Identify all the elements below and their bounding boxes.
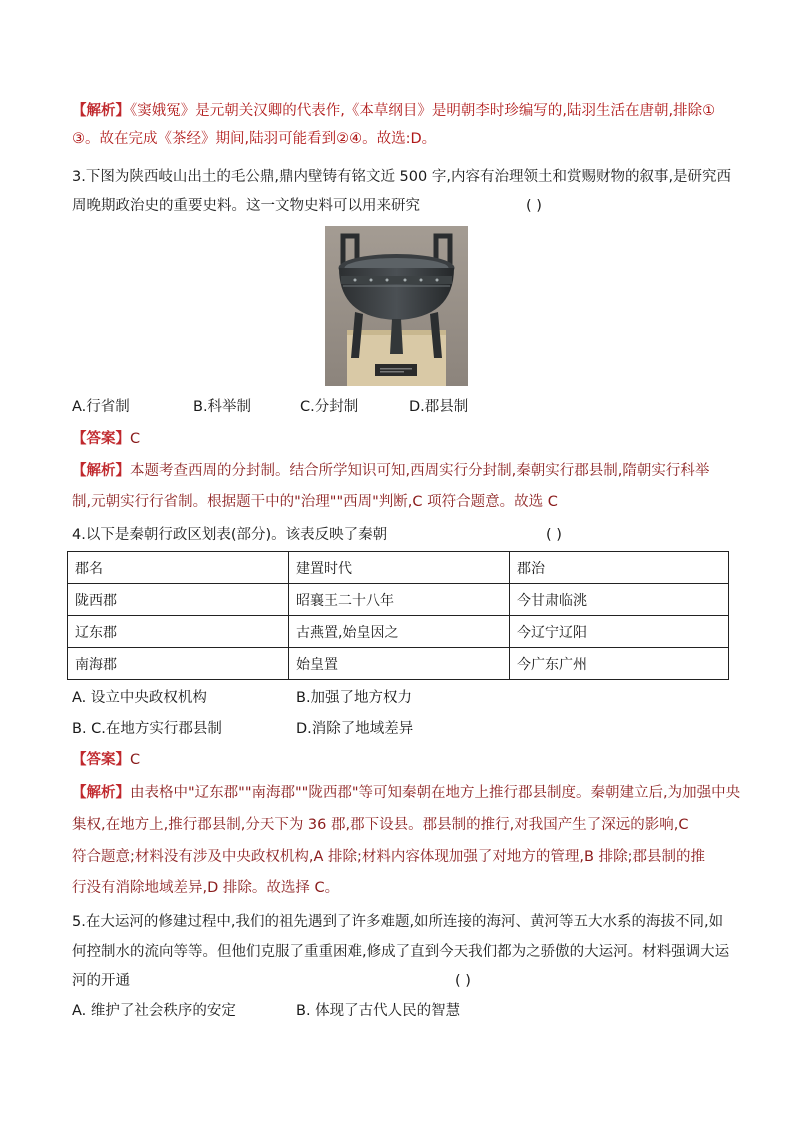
- table-cell: 古燕置,始皇因之: [289, 616, 510, 648]
- table-cell: 今甘肃临洮: [510, 584, 729, 616]
- answer-value: C: [130, 431, 141, 447]
- q3-option-d: D.郡县制: [409, 399, 469, 415]
- q3-option-c: C.分封制: [300, 399, 359, 415]
- q4-answer: [72, 750, 140, 770]
- table-cell: 今辽宁辽阳: [510, 616, 729, 648]
- q2-analysis-line1: [72, 101, 715, 121]
- table-row: [68, 616, 729, 648]
- q4-analysis-line4: 行没有消除地域差异,D 排除。故选择 C。: [72, 880, 340, 896]
- q3-stem-line1: 3.下图为陕西岐山出土的毛公鼎,鼎内壁铸有铭文近 500 字,内容有治理领土和赏赐财物的叙事,是研究西: [72, 169, 732, 185]
- q2-analysis-line2: ③。故在完成《茶经》期间,陆羽可能看到②④。故选:D。: [72, 131, 437, 147]
- table-header-cell: 郡名: [68, 552, 289, 584]
- table-cell: 陇西郡: [68, 584, 289, 616]
- q4-option-a: A. 设立中央政权机构: [72, 690, 207, 706]
- table-header-cell: 郡治: [510, 552, 729, 584]
- answer-value: C: [130, 752, 141, 768]
- q3-analysis-line1: [72, 461, 709, 481]
- q5-stem-line1: 5.在大运河的修建过程中,我们的祖先遇到了许多难题,如所连接的海河、黄河等五大水系的海拔不同,如: [72, 914, 724, 930]
- table-row: [68, 648, 729, 680]
- table-row: [68, 584, 729, 616]
- table-cell: 辽东郡: [68, 616, 289, 648]
- analysis-tag: 【解析】: [72, 785, 130, 801]
- q3-option-b: B.科举制: [193, 399, 252, 415]
- q3-stem-line2: 周晚期政治史的重要史料。这一文物史料可以用来研究: [72, 198, 420, 214]
- q4-option-c: B. C.在地方实行郡县制: [72, 721, 222, 737]
- table-cell: 今广东广州: [510, 648, 729, 680]
- q4-option-d: D.消除了地域差异: [296, 721, 414, 737]
- q5-stem-line3: 河的开通: [72, 973, 130, 989]
- q3-answer-paren: ( ): [526, 198, 542, 214]
- table-header-cell: 建置时代: [289, 552, 510, 584]
- q4-answer-paren: ( ): [546, 527, 562, 543]
- analysis-tag: 【解析】: [72, 463, 130, 479]
- answer-tag: 【答案】: [72, 431, 130, 447]
- q5-option-b: B. 体现了古代人民的智慧: [296, 1003, 461, 1019]
- q5-answer-paren: ( ): [455, 973, 471, 989]
- q4-analysis-line1: [72, 783, 740, 803]
- q3-analysis-line2: 制,元朝实行行省制。根据题干中的"治理""西周"判断,C 项符合题意。故选 C: [72, 494, 558, 510]
- analysis-text: 由表格中"辽东郡""南海郡""陇西郡"等可知秦朝在地方上推行郡县制度。秦朝建立后,为加强中央: [130, 785, 741, 801]
- analysis-tag: 【解析】: [72, 103, 130, 119]
- table-cell: 始皇置: [289, 648, 510, 680]
- table-cell: 昭襄王二十八年: [289, 584, 510, 616]
- mao-gong-ding-photo: [325, 226, 468, 386]
- q4-stem: 4.以下是秦朝行政区划表(部分)。该表反映了秦朝: [72, 527, 388, 543]
- q3-answer: [72, 429, 140, 449]
- table-cell: 南海郡: [68, 648, 289, 680]
- q5-option-a: A. 维护了社会秩序的安定: [72, 1003, 236, 1019]
- analysis-text: 本题考查西周的分封制。结合所学知识可知,西周实行分封制,秦朝实行郡县制,隋朝实行科举: [130, 463, 710, 479]
- qin-administrative-table: [67, 551, 729, 680]
- q4-analysis-line3: 符合题意;材料没有涉及中央政权机构,A 排除;材料内容体现加强了对地方的管理,B 排除;郡县制的推: [72, 849, 705, 865]
- table-header-row: [68, 552, 729, 584]
- q4-analysis-line2: 集权,在地方上,推行郡县制,分天下为 36 郡,郡下设县。郡县制的推行,对我国产生了深远的影响,C: [72, 817, 689, 833]
- answer-tag: 【答案】: [72, 752, 130, 768]
- q5-stem-line2: 何控制水的流向等等。但他们克服了重重困难,修成了直到今天我们都为之骄傲的大运河。材料强调大运: [72, 944, 730, 960]
- q3-option-a: A.行省制: [72, 399, 130, 415]
- analysis-text: 《窦娥冤》是元朝关汉卿的代表作,《本草纲目》是明朝李时珍编写的,陆羽生活在唐朝,排除①: [130, 103, 716, 119]
- q4-option-b: B.加强了地方权力: [296, 690, 413, 706]
